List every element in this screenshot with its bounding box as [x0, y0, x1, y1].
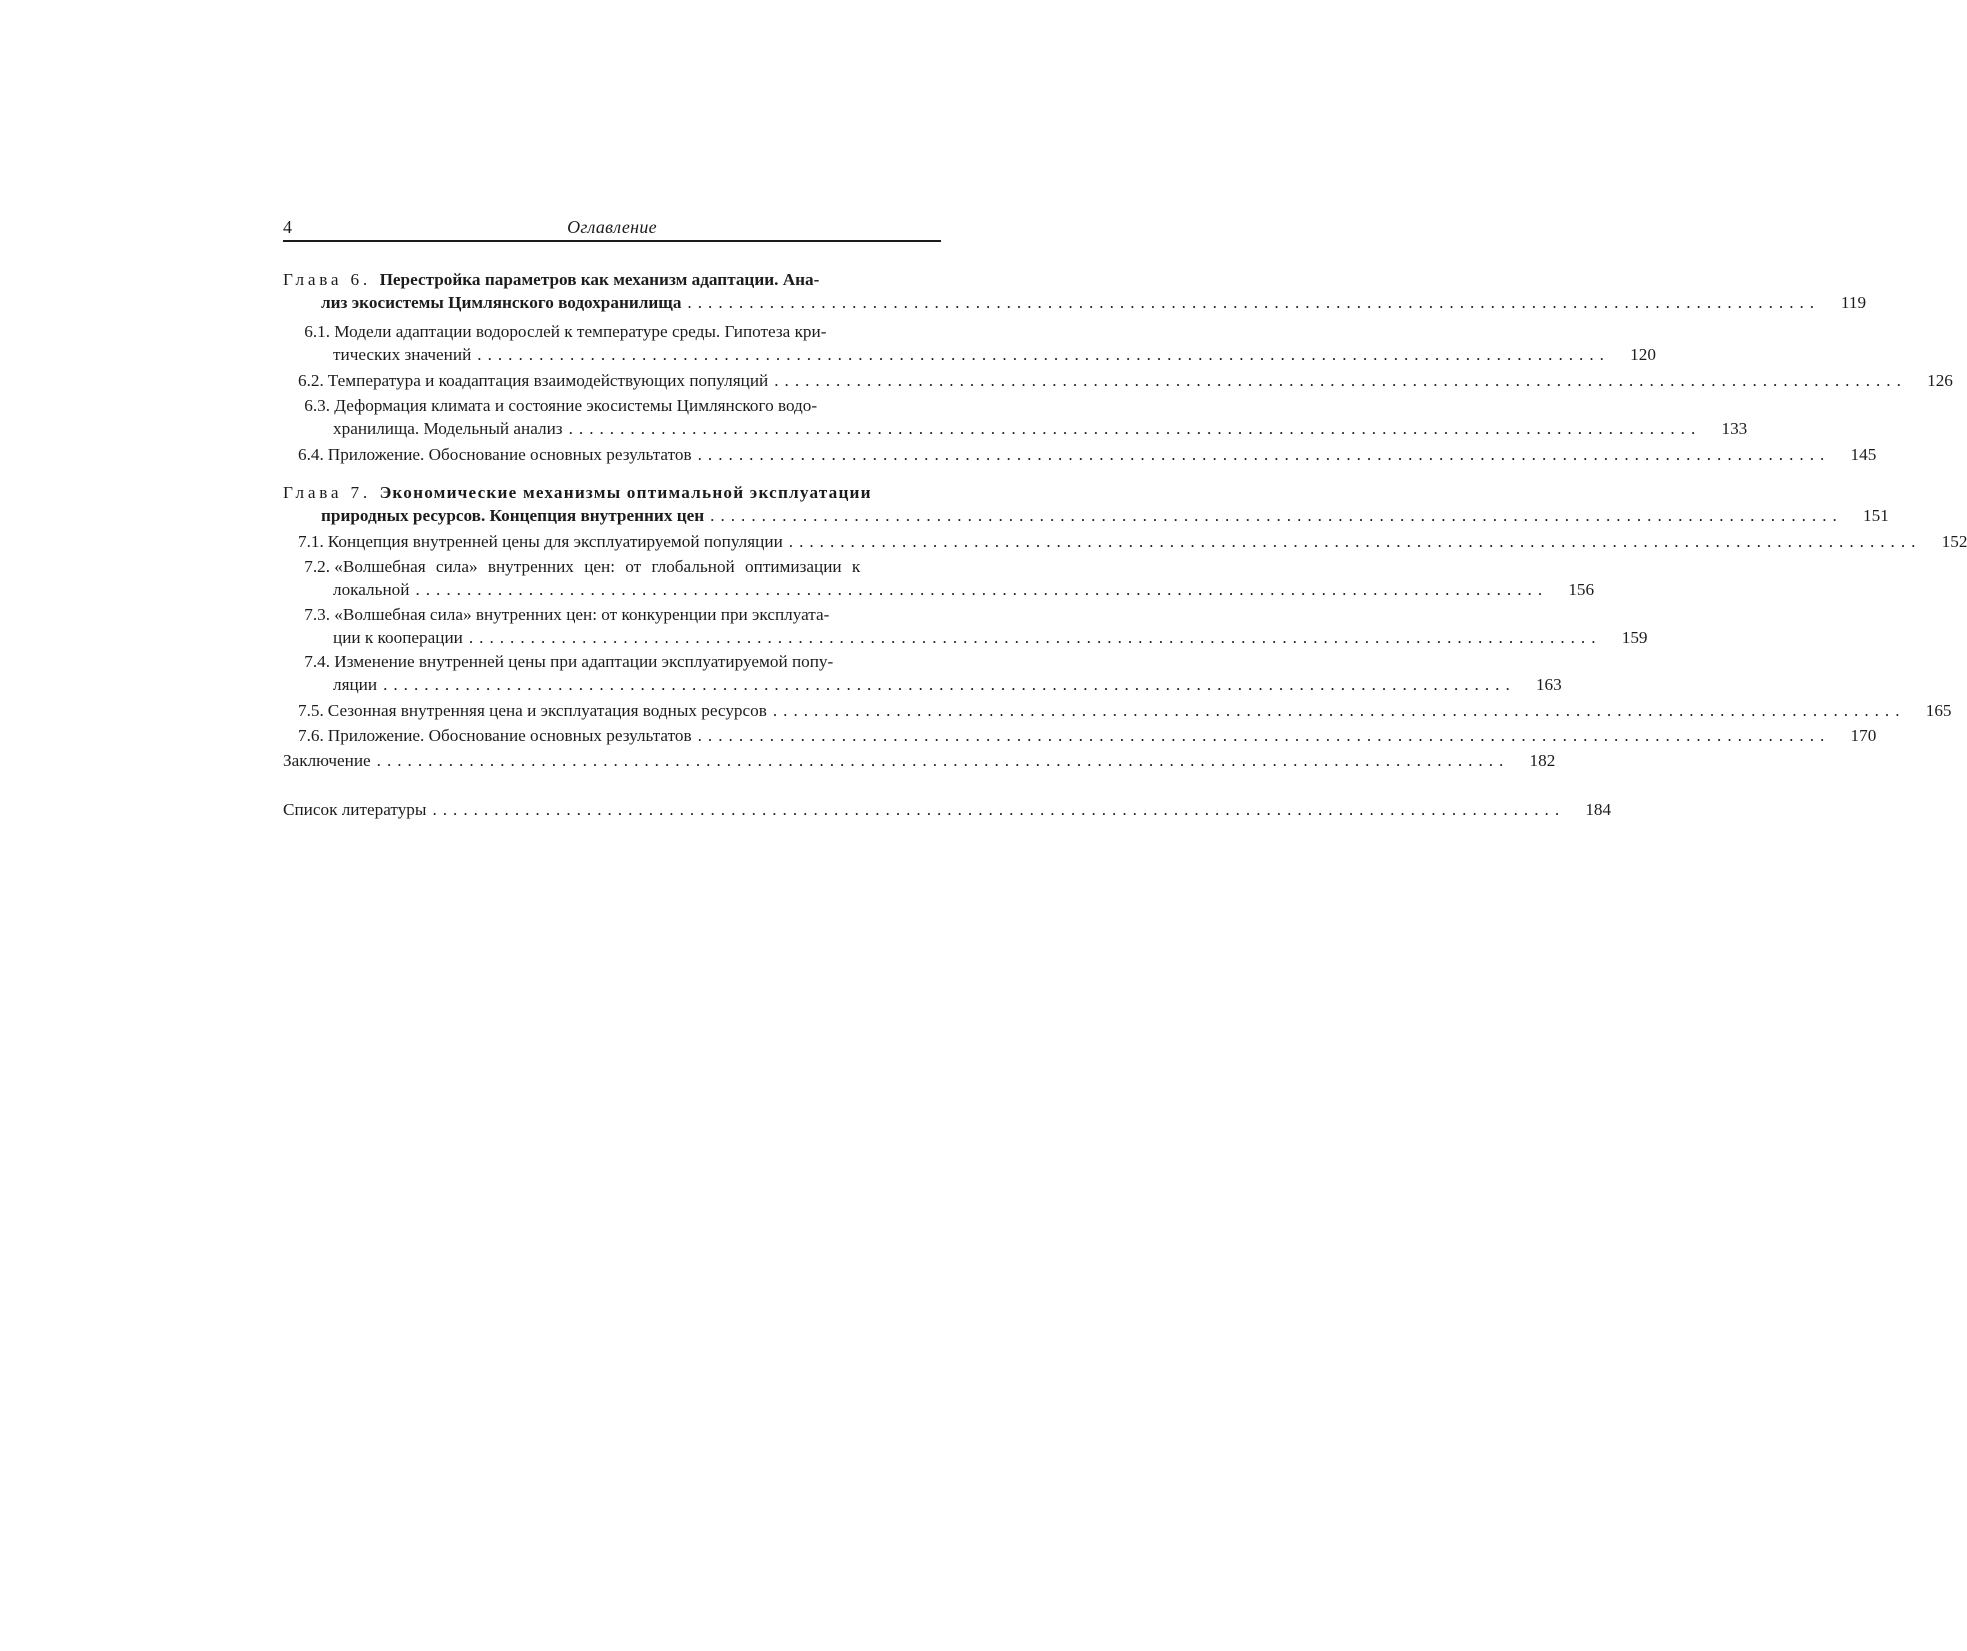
section-title-continued: тических значений	[333, 345, 472, 364]
chapter-7-title-continued: природных ресурсов. Концепция внутренних цен	[321, 506, 705, 525]
section-7-1[interactable]	[298, 530, 1967, 554]
section-page: 152	[1941, 532, 1967, 551]
dot-leader: ..............................................................................................................	[687, 293, 1821, 312]
section-6-4[interactable]	[298, 443, 1877, 467]
section-7-5[interactable]	[298, 699, 1952, 723]
chapter-6-title-line1[interactable]	[283, 268, 819, 292]
section-title: «Волшебная сила» внутренних цен: от конкуренции при эксплуата-	[334, 605, 830, 624]
chapter-6-title-continued: лиз экосистемы Цимлянского водохранилища	[321, 293, 682, 312]
chapter-7-page: 151	[1863, 506, 1889, 525]
section-7-4-line1[interactable]	[298, 650, 833, 674]
section-page: 165	[1925, 701, 1952, 720]
section-6-3-line1[interactable]	[298, 394, 817, 418]
section-title: Концепция внутренней цены для эксплуатируемой популяции	[327, 532, 783, 551]
references-title: Список литературы	[283, 800, 427, 819]
dot-leader: ..............................................................................................................	[697, 445, 1831, 464]
references-entry[interactable]	[283, 798, 1612, 822]
running-title: Оглавление	[567, 217, 657, 237]
section-page: 163	[1535, 675, 1562, 694]
dot-leader: ..............................................................................................................	[376, 751, 1510, 770]
section-title-continued: ции к кооперации	[333, 628, 463, 647]
references-page: 184	[1585, 800, 1612, 819]
section-page: 133	[1721, 419, 1748, 438]
chapter-7-label: Глава 7.	[283, 483, 371, 502]
section-number: 7.3.	[304, 605, 330, 624]
section-6-1-line1[interactable]	[298, 320, 826, 344]
dot-leader: ..............................................................................................................	[432, 800, 1566, 819]
section-number: 7.1.	[298, 532, 324, 551]
section-6-1-line2[interactable]	[333, 343, 1656, 367]
chapter-6-title-line2[interactable]	[321, 291, 1867, 315]
chapter-6-page: 119	[1840, 293, 1867, 312]
section-7-3-line2[interactable]	[333, 626, 1648, 650]
section-page: 145	[1850, 445, 1877, 464]
section-number: 7.2.	[304, 557, 330, 576]
dot-leader: ..............................................................................................................	[697, 726, 1831, 745]
chapter-6-label: Глава 6.	[283, 270, 371, 289]
section-7-4-line2[interactable]	[333, 673, 1562, 697]
section-number: 7.4.	[304, 652, 330, 671]
dot-leader: ..............................................................................................................	[772, 701, 1906, 720]
dot-leader: ..............................................................................................................	[383, 675, 1516, 694]
chapter-7-title: Экономические механизмы оптимальной эксплуатации	[379, 483, 872, 502]
conclusion-page: 182	[1529, 751, 1556, 770]
section-number: 6.3.	[304, 396, 330, 415]
section-title: «Волшебная сила» внутренних цен: от глобальной оптимизации к	[334, 557, 861, 576]
dot-leader: ..............................................................................................................	[788, 532, 1922, 551]
section-7-6[interactable]	[298, 724, 1877, 748]
section-number: 6.2.	[298, 371, 324, 390]
section-number: 6.4.	[298, 445, 324, 464]
section-page: 126	[1927, 371, 1953, 390]
section-title: Деформация климата и состояние экосистемы Цимлянского водо-	[334, 396, 818, 415]
section-number: 7.5.	[298, 701, 324, 720]
section-title: Температура и коадаптация взаимодействующих популяций	[327, 371, 769, 390]
chapter-7-title-line1[interactable]	[283, 481, 872, 505]
dot-leader: ..............................................................................................................	[774, 371, 1907, 390]
conclusion-title: Заключение	[283, 751, 371, 770]
section-page: 120	[1630, 345, 1656, 364]
section-7-2-line1[interactable]	[298, 555, 860, 579]
section-page: 159	[1621, 628, 1648, 647]
section-7-2-line2[interactable]	[333, 578, 1595, 602]
section-page: 156	[1568, 580, 1595, 599]
dot-leader: ..............................................................................................................	[477, 345, 1610, 364]
section-title: Модели адаптации водорослей к температуре среды. Гипотеза кри-	[334, 322, 827, 341]
section-title-continued: хранилища. Модельный анализ	[333, 419, 563, 438]
section-title: Приложение. Обоснование основных результатов	[327, 726, 692, 745]
section-number: 7.6.	[298, 726, 324, 745]
section-title: Сезонная внутренняя цена и эксплуатация водных ресурсов	[327, 701, 767, 720]
dot-leader: ..............................................................................................................	[468, 628, 1602, 647]
section-title: Приложение. Обоснование основных результатов	[327, 445, 692, 464]
dot-leader: ..............................................................................................................	[415, 580, 1549, 599]
section-title-continued: ляции	[333, 675, 378, 694]
page-number: 4	[283, 217, 292, 237]
chapter-6-title: Перестройка параметров как механизм адаптации. Ана-	[379, 270, 820, 289]
section-7-3-line1[interactable]	[298, 603, 829, 627]
section-title: Изменение внутренней цены при адаптации эксплуатируемой попу-	[334, 652, 834, 671]
chapter-7-title-line2[interactable]	[321, 504, 1889, 528]
section-number: 6.1.	[304, 322, 330, 341]
dot-leader: ..............................................................................................................	[568, 419, 1702, 438]
section-6-3-line2[interactable]	[333, 417, 1748, 441]
section-6-2[interactable]	[298, 369, 1953, 393]
dot-leader: ..............................................................................................................	[710, 506, 1843, 525]
section-title-continued: локальной	[333, 580, 410, 599]
conclusion-entry[interactable]	[283, 749, 1556, 773]
header-rule	[283, 240, 941, 242]
section-page: 170	[1850, 726, 1877, 745]
